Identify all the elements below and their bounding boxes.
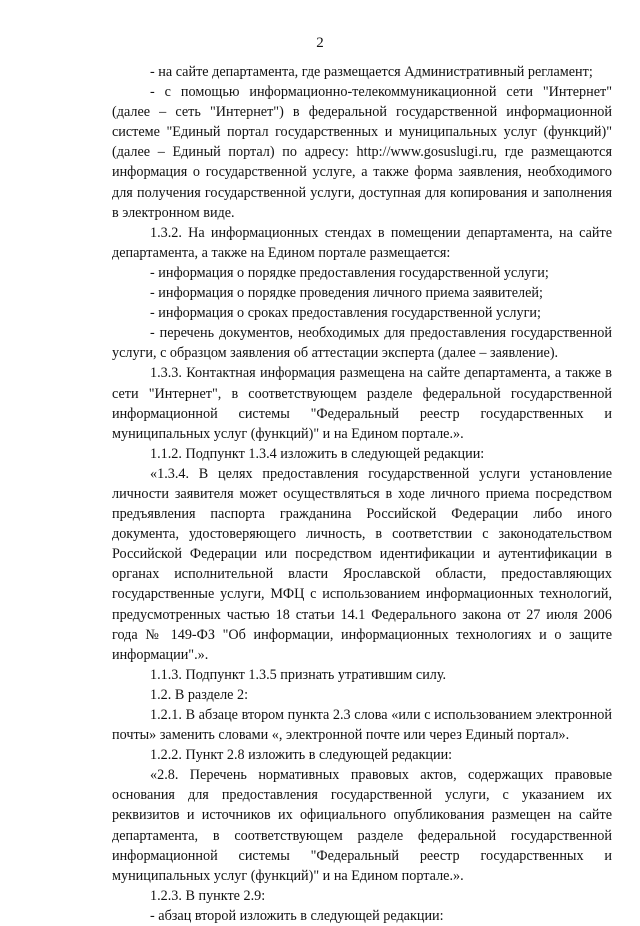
paragraph-5: - информация о порядке проведения личного приема заявителей; xyxy=(150,285,543,302)
paragraph-11: 1.1.3. Подпункт 1.3.5 признать утратившим силу. xyxy=(150,666,447,683)
paragraph-13: 1.2.1. В абзаце втором пункта 2.3 слова «или с использованием электронной почты» заменить словами «, электронной почте или через Единый портал». xyxy=(112,707,612,744)
paragraph-7: - перечень документов, необходимых для предоставления государственной услуги, с образцом заявления об аттестации эксперта (далее – заявление). xyxy=(112,325,612,362)
paragraph-9: 1.1.2. Подпункт 1.3.4 изложить в следующей редакции: xyxy=(150,445,485,462)
paragraph-8: 1.3.3. Контактная информация размещена на сайте департамента, а также в сети "Интернет", в соответствующем разделе федеральной государственной информационной системы "Федеральный реестр государственных и муниципальных услуг (функций)" и на Едином портале.». xyxy=(112,365,612,442)
page-number: 2 xyxy=(316,35,324,51)
paragraph-17: - абзац второй изложить в следующей редакции: xyxy=(150,907,444,924)
paragraph-3: 1.3.2. На информационных стендах в помещении департамента, на сайте департамента, а также на Едином портале размещается: xyxy=(112,224,612,261)
paragraph-4: - информация о порядке предоставления государственной услуги; xyxy=(150,264,549,281)
paragraph-2: - с помощью информационно-телекоммуникационной сети "Интернет" (далее – сеть "Интернет") в федеральной государственной информационной системе "Единый портал государственных и муниципальных услуг (функций)" (далее – Единый портал) по адресу: http://www.gosuslugi.ru, где размещаются информация о государственной услуге, а также форма заявления, необходимого для получения государственной услуги, доступная для копирования и заполнения в электронном виде. xyxy=(112,84,612,221)
paragraph-6: - информация о сроках предоставления государственной услуги; xyxy=(150,305,541,322)
paragraph-12: 1.2. В разделе 2: xyxy=(150,686,249,703)
document-body xyxy=(112,62,612,926)
paragraph-16: 1.2.3. В пункте 2.9: xyxy=(150,887,266,904)
paragraph-15: «2.8. Перечень нормативных правовых актов, содержащих правовые основания для предоставления государственной услуги, с указанием их реквизитов и источников их официального опубликования размещен на сайте департамента, в соответствующем разделе федеральной государственной информационной системы "Федеральный реестр государственных и муниципальных услуг (функций)" и на Едином портале.». xyxy=(112,767,612,884)
paragraph-10: «1.3.4. В целях предоставления государственной услуги установление личности заявителя может осуществляться в ходе личного приема посредством предъявления паспорта гражданина Российской Федерации либо иного документа, удостоверяющего личность, в соответствии с законодательством Российской Федерации или посредством идентификации и аутентификации в органах исполнительной власти Ярославской области, предоставляющих государственные услуги, МФЦ с использованием информационных технологий, предусмотренных частью 18 статьи 14.1 Федерального закона от 27 июля 2006 года № 149-ФЗ "Об информации, информационных технологиях и о защите информации".». xyxy=(112,465,612,663)
paragraph-14: 1.2.2. Пункт 2.8 изложить в следующей редакции: xyxy=(150,747,453,764)
paragraph-1: - на сайте департамента, где размещается Административный регламент; xyxy=(150,64,593,80)
